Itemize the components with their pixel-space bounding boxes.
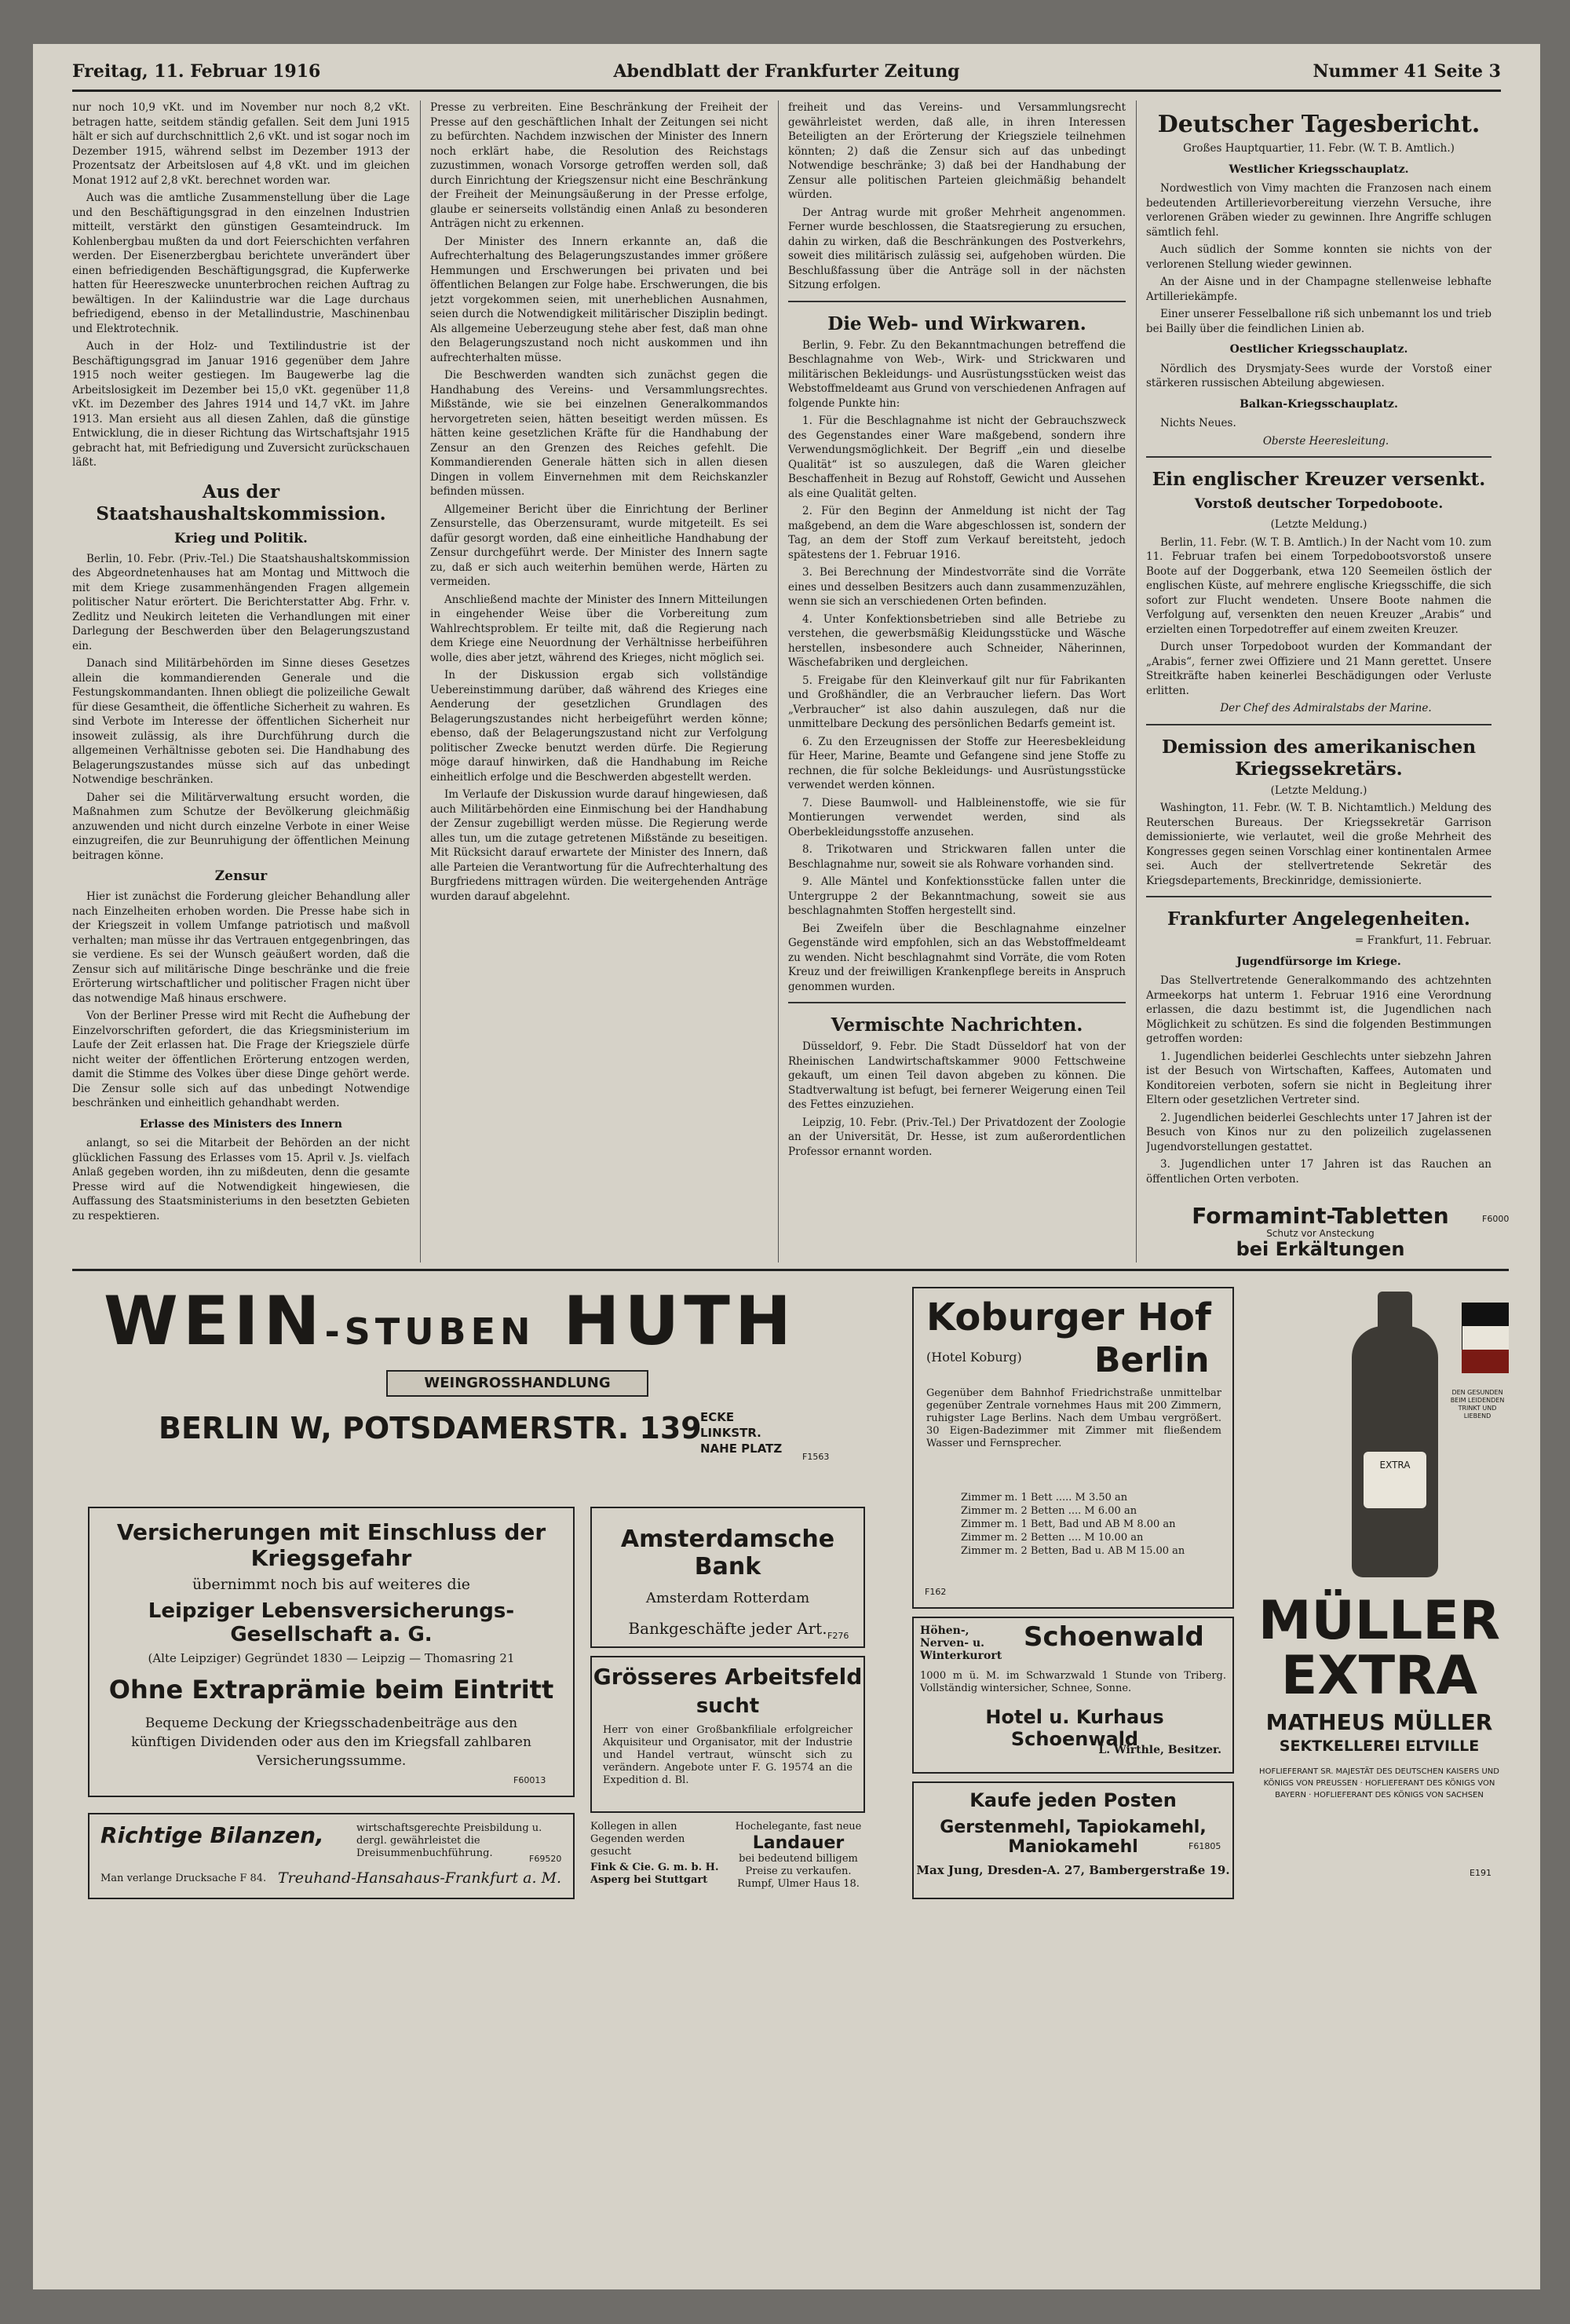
subheading-west: Westlicher Kriegsschauplatz.	[1229, 163, 1409, 176]
dateline: Großes Hauptquartier, 11. Febr. (W. T. B. Amtlich.)	[1183, 142, 1455, 155]
paragraph: 5. Freigabe für den Kleinverkauf gilt nur für Fabrikanten und Großhändler, die an Verbraucher liefern. Das Wort „Verbraucher“ ist also dahin auszulegen, daß nur die unmittelbare Deckung des persönlichen Bedarfs gemeint ist.	[788, 674, 1126, 730]
ad-huth-wein: WEIN	[104, 1282, 325, 1361]
column-4	[1146, 100, 1492, 1200]
divider	[788, 1002, 1126, 1003]
paragraph: freiheit und das Vereins- und Versammlungsrecht gewährleistet werden, daß alle, in ihren Interessen Beteiligten an der Erörterung der Kriegsziele teilnehmen könnten; 2) daß die Zensur sich auf das unbedingt Notwendige beschränke; 3) daß bei der Handhabung der Zensur alle politischen Parteien gleichmäßig behandelt würden.	[788, 101, 1126, 201]
dateline: = Frankfurt, 11. Februar.	[1355, 934, 1492, 947]
ad-subtitle: Schutz vor Ansteckung	[1266, 1228, 1375, 1239]
ad-mueller-brand2: EXTRA	[1280, 1645, 1478, 1707]
ad-amsterdam-cities: Amsterdam Rotterdam	[645, 1590, 810, 1606]
ad-mueller-extra	[1250, 1287, 1509, 1899]
paragraph: 6. Zu den Erzeugnissen der Stoffe zur Heeresbekleidung für Heer, Marine, Beamte und Gefangene sind jene Stoffe zu rechnen, die für solche Bekleidungs- und Ausrüstungsstücke verwendet werden können.	[788, 735, 1126, 791]
ad-mueller-suppliers: HOFLIEFERANT SR. MAJESTÄT DES DEUTSCHEN KAISERS UND KÖNIGS VON PREUSSEN · HOFLIEFERANT DES KÖNIGS VON BAYERN · HOFLIEFERANT DES KÖNIGS VON SACHSEN	[1259, 1767, 1499, 1800]
paragraph: 2. Für den Beginn der Anmeldung ist nicht der Tag maßgebend, an dem die Ware abgeschlossen ist, sondern der Tag, an dem der Stoff zum Verkauf bereitsteht, jedoch spätestens der 1. Februar 1916.	[788, 505, 1126, 561]
ad-schoenwald	[912, 1617, 1234, 1774]
paragraph: Danach sind Militärbehörden im Sinne dieses Gesetzes allein die kommandierenden Generale und die Festungskommandanten. Ihnen obliegt die polizeiliche Gewalt für diese Gesamtheit, die öffentliche Sicherheit zu wahren. Es sind Verbote im Interesse der öffentlichen Sicherheit nur insoweit zulässig, als ihre Durchführung durch die allgemeinen Verhältnisse geboten sei. Die Handhabung des Belagerungszustandes müsse sich auf das unbedingt Notwendige beschränken.	[72, 657, 410, 786]
flag-icon	[1462, 1303, 1509, 1373]
ad-mueller-maker: MATHEUS MÜLLER	[1265, 1709, 1493, 1735]
paragraph: Der Antrag wurde mit großer Mehrheit angenommen. Ferner wurde beschlossen, die Staatsregierung zu ersuchen, dahin zu wirken, daß die Beschränkungen des Postverkehrs, soweit dies militärisch zulässig sei, aufgehoben würden. Die Beschlußfassung über die Anträge soll in der nächsten Sitzung erfolgen.	[788, 206, 1126, 291]
ad-insurance-title: Versicherungen mit Einschluss der Kriegsgefahr	[116, 1519, 546, 1571]
article-title-tagesbericht: Deutscher Tagesbericht.	[1157, 111, 1481, 138]
ad-fink-company: Fink & Cie. G. m. b. H. Asperg bei Stuttgart	[590, 1862, 719, 1886]
ad-koburger-hof	[912, 1287, 1234, 1609]
paragraph: 8. Trikotwaren und Strickwaren fallen unter die Beschlagnahme nur, soweit sie als Rohware vorhanden sind.	[788, 843, 1126, 871]
paragraph: 9. Alle Mäntel und Konfektionsstücke fallen unter die Untergruppe 2 der Bekanntmachung, soweit sie aus beschlagnahmten Stoffen hergestellt sind.	[788, 875, 1126, 917]
paragraph: Berlin, 9. Febr. Zu den Bekanntmachungen betreffend die Beschlagnahme von Web-, Wirk- und Strickwaren und militärischen Bekleidungs- und Ausrüstungsstücken weist das Webstoffmeldeamt aus Grund von verschiedenen Anfragen auf folgende Punkte hin:	[788, 338, 1126, 410]
subheading-jugend: Jugendfürsorge im Kriege.	[1236, 955, 1401, 968]
paragraph: Von der Berliner Presse wird mit Recht die Aufhebung der Einzelvorschriften gefordert, die das Kriegsministerium im Laufe der Zeit erlassen hat. Die Frage der Kriegsziele dürfe nicht weiter der öffentlichen Erörterung entzogen werden, damit die Stimme des Volkes über diese Dinge gehört werde. Die Zensur solle sich auf das unbedingt Notwendige beschränken und einheitlich gehandhabt werden.	[72, 1010, 410, 1109]
price-row: Zimmer m. 2 Betten .... M 10.00 an	[961, 1532, 1144, 1544]
ad-arbeitsfeld-text: Herr von einer Großbankfiliale erfolgreicher Akquisiteur und Organisator, mit der Industrie und Handel vertraut, wünscht sich zu verändern. Angebote unter F. G. 19574 an die Expedition d. Bl.	[603, 1724, 853, 1786]
ad-mueller-top: DEN GESUNDEN BEIM LEIDENDEN TRINKT UND LIEBEND	[1450, 1389, 1505, 1420]
ad-koburger-city: Berlin	[1094, 1340, 1210, 1380]
article-title-webwaren: Die Web- und Wirkwaren.	[827, 312, 1086, 334]
paragraph: Daher sei die Militärverwaltung ersucht worden, die Maßnahmen zum Schutze der Bevölkerung gleichmäßig anzuwenden und nicht durch einzelne Verbote in einer Weise einzugreifen, die zur Beunruhigung der öffentlichen Meinung beitragen könne.	[72, 791, 410, 862]
ad-amsterdam-bank	[590, 1507, 865, 1648]
header-date: Freitag, 11. Februar 1916	[72, 61, 321, 82]
ad-bilanzen	[88, 1813, 575, 1899]
paragraph: Hier ist zunächst die Forderung gleicher Behandlung aller nach Einzelheiten erhoben worden. Die Presse habe sich in der Kriegszeit in vollem Umfange patriotisch und maßvoll verhalten; man müsse ihr das Vertrauen entgegenbringen, das sie verdiene. Es sei der Wunsch geäußert worden, daß die Zensur sich auf militärische Dinge beschränke und die freie Erörterung wirtschaftlicher und politischer Fragen nicht über das notwendige Maß hinaus erschwere.	[72, 890, 410, 1005]
paragraph: Durch unser Torpedoboot wurden der Kommandant der „Arabis“, ferner zwei Offiziere und 21 Mann gerettet. Unsere Streitkräfte haben keinerlei Beschädigungen oder Verluste erlitten.	[1146, 641, 1492, 697]
ad-fink	[590, 1821, 724, 1899]
ad-landauer-title: Landauer	[752, 1833, 845, 1853]
article-subtitle-kreuzer: Vorstoß deutscher Torpedoboote.	[1194, 496, 1444, 512]
divider	[788, 301, 1126, 302]
ad-posten-address: Max Jung, Dresden-A. 27, Bambergerstraße 19.	[916, 1863, 1230, 1877]
ad-huth-name: HUTH	[563, 1282, 796, 1361]
note: (Letzte Meldung.)	[1270, 518, 1367, 531]
ad-amsterdam-slogan: Bankgeschäfte jeder Art.	[628, 1619, 827, 1638]
paragraph: Allgemeiner Bericht über die Einrichtung der Berliner Zensurstelle, das Oberzensuramt, wurde mitgeteilt. Es sei dafür gesorgt worden, daß eine einheitliche Handhabung der Zensur durchgeführt werde. Der Minister des Innern sagte zu, daß er sich auch weiterhin bemühen werde, Härten zu vermeiden.	[430, 502, 768, 588]
ad-schoenwald-text: 1000 m ü. M. im Schwarzwald 1 Stunde von Triberg. Vollständig wintersicher, Schnee, Sonne.	[920, 1670, 1226, 1694]
divider	[1146, 724, 1492, 725]
ad-mueller-place: SEKTKELLEREI ELTVILLE	[1279, 1738, 1480, 1755]
paragraph: Berlin, 10. Febr. (Priv.-Tel.) Die Staatshaushaltskommission des Abgeordnetenhauses hat am Montag und Mittwoch die mit dem Kriege zusammenhängenden Fragen allgemein politischer Natur erörtert. Die Berichterstatter Abg. Frhr. v. Zedlitz und Neukirch leiteten die Verhandlungen mit einer Darlegung der Beschwerden über den Belagerungszustand ein.	[72, 552, 410, 652]
ad-bilanzen-company: Treuhand-Hansahaus-Frankfurt a. M.	[278, 1869, 562, 1887]
ad-code: F6000	[1482, 1214, 1510, 1224]
ad-koburger-prices	[961, 1491, 1220, 1558]
ad-schoenwald-left: Höhen-, Nerven- u. Winterkurort	[920, 1624, 1002, 1662]
ad-bilanzen-title: Richtige Bilanzen,	[100, 1822, 324, 1848]
column-3	[788, 100, 1126, 1262]
paragraph: An der Aisne und in der Champagne stellenweise lebhafte Artilleriekämpfe.	[1146, 276, 1492, 303]
ad-insurance	[88, 1507, 575, 1797]
paragraph: Presse zu verbreiten. Eine Beschränkung der Freiheit der Presse auf den geschäftlichen Inhalt der Zeitungen sei nicht zu befürchten. Nachdem inzwischen der Minister des Innern noch erklärt habe, die Resolution des Reichstags zuzustimmen, wonach Vorsorge getroffen werden soll, daß durch Einrichtung der Kriegszensur nicht eine Beschränkung der Freiheit der Meinungsäußerung in der Presse erfolge, glaube er seinerseits vollständig einen Anlaß zu besonderen Anträgen nicht zu erkennen.	[430, 101, 768, 230]
ad-code: F276	[827, 1631, 849, 1641]
paragraph: 1. Jugendlichen beiderlei Geschlechts unter siebzehn Jahren ist der Besuch von Wirtschaften, Kaffees, Automaten und Konditoreien verboten, sofern sie nicht in Begleitung ihrer Eltern oder gesetzlichen Vertreter sind.	[1146, 1050, 1492, 1106]
ad-insurance-company: Leipziger Lebensversicherungs-Gesellschaft a. G.	[148, 1599, 515, 1646]
subheading-balkan: Balkan-Kriegsschauplatz.	[1240, 397, 1398, 411]
paragraph: Das Stellvertretende Generalkommando des achtzehnten Armeekorps hat unterm 1. Februar 1916 eine Verordnung erlassen, die dazu bestimmt ist, die Jugendlichen nach Möglichkeit zu schützen. Es sind die folgenden Bestimmungen getroffen worden:	[1146, 974, 1492, 1045]
paragraph: Auch was die amtliche Zusammenstellung über die Lage und den Beschäftigungsgrad in den einzelnen Industrien mitteilt, verstärkt den günstigen Gesamteindruck. Im Kohlenbergbau mußten da und dort Feierschichten verfahren werden. Der Eisenerzbergbau berichtete unverändert über einen befriedigenden Beschäftigungsgrad, die Kupferwerke hatten für Heereszwecke ununterbrochen reichen Auftrag zu bewältigen. In der Kaliindustrie war die Lage durchaus befriedigend, ebenso in der Metallindustrie, Maschinenbau und Elektrotechnik.	[72, 192, 410, 335]
subheading-east: Oestlicher Kriegsschauplatz.	[1229, 343, 1408, 356]
price-row: Zimmer m. 1 Bett ..... M 3.50 an	[961, 1492, 1128, 1504]
paragraph: Leipzig, 10. Febr. (Priv.-Tel.) Der Privatdozent der Zoologie an der Universität, Dr. Hesse, ist zum außerordentlichen Professor ernannt worden.	[788, 1116, 1126, 1158]
article-title-demission: Demission des amerikanischen Kriegssekretärs.	[1161, 736, 1477, 780]
ad-posten	[912, 1781, 1234, 1899]
ad-arbeitsfeld	[590, 1656, 865, 1813]
divider	[1146, 456, 1492, 458]
paragraph: Washington, 11. Febr. (W. T. B. Nichtamtlich.) Meldung des Reuterschen Bureaus. Der Kriegssekretär Garrison demissionierte, wie verlautet, weil die große Mehrheit des Kongresses gegen seinen Vorschlag einer kontinentalen Armee sei. Auch der stellvertretende Sekretär des Kriegsdepartements, Breckinridge, demissionierte.	[1146, 802, 1492, 887]
paragraph: 7. Diese Baumwoll- und Halbleinenstoffe, wie sie für Montierungen verwendet werden, sind als Oberbekleidungsstoffe anzusehen.	[788, 796, 1126, 839]
paragraph: Nichts Neues.	[1160, 417, 1236, 429]
ad-code: F60013	[513, 1775, 546, 1785]
paragraph: Auch südlich der Somme konnten sie nichts von der verlorenen Stellung wieder gewinnen.	[1146, 243, 1492, 271]
ad-schoenwald-hotel: Hotel u. Kurhaus Schoenwald	[985, 1706, 1164, 1750]
paragraph: Anschließend machte der Minister des Innern Mitteilungen in eingehender Weise über die Vorbereitung zum Wahlrechtsproblem. Er teilte mit, daß die Regierung nach dem Kriege eine Neuordnung der Verhältnisse herbeiführen wolle, dies aber jetzt, während des Krieges, nicht möglich sei.	[430, 593, 768, 664]
ad-bilanzen-text: wirtschaftsgerechte Preisbildung u. dergl. gewährleistet die Dreisummenbuchführung.	[356, 1822, 542, 1859]
ad-code: F1563	[802, 1452, 830, 1462]
signature: Der Chef des Admiralstabs der Marine.	[1220, 702, 1432, 714]
column-rule	[420, 100, 421, 1262]
paragraph: Nordwestlich von Vimy machten die Franzosen nach einem bedeutenden Artillerievorbereitung vierzehn Versuche, ihre verlorenen Gräben wieder zu gewinnen. Ihre Angriffe schlugen sämtlich fehl.	[1146, 182, 1492, 239]
paragraph: Die Beschwerden wandten sich zunächst gegen die Handhabung des Vereins- und Versammlungsrechtes. Mißstände, wie sie bei einzelnen Generalkommandos hervorgetreten seien, hätten beseitigt werden müssen. Es hätten keine gesetzlichen Kräfte für die Handhabung der Zensur an den Grenzen des Reiches gefehlt. Die Kommandierenden Generale hätten sich in allen diesen Dingen in vollem Einvernehmen mit dem Reichskanzler befinden müssen.	[430, 369, 768, 498]
paragraph: Im Verlaufe der Diskussion wurde darauf hingewiesen, daß auch Militärbehörden eine Einmischung bei der Handhabung der Zensur zugebilligt werden müsse. Die Regierung werde alles tun, um die zutage getretenen Mißstände zu beseitigen. Mit Rücksicht darauf erwartete der Minister des Innern, daß alle Parteien die Verantwortung für die Aufrechterhaltung des Burgfriedens mittragen würden. Die weitergehenden Anträge wurden darauf abgelehnt.	[430, 788, 768, 903]
column-rule	[778, 100, 779, 1262]
ad-arbeitsfeld-sub: sucht	[696, 1694, 760, 1718]
ad-posten-goods: Gerstenmehl, Tapiokamehl, Maniokamehl	[940, 1818, 1207, 1857]
advertisement-section	[72, 1269, 1509, 2276]
paragraph: Der Minister des Innern erkannte an, daß die Aufrechterhaltung des Belagerungszustandes immer größere Hemmungen und Erschwerungen bei privaten und bei öffentlichen Belangen zur Folge habe. Erschwerungen, die bis jetzt vorgekommen seien, mit unerheblichen Ausnahmen, seien durch die Notwendigkeit militärischer Disziplin bedingt. Als allgemeine Ueberzeugung stehe aber fest, daß man ohne den Belagerungszustand noch nicht auskommen und ihn aufrechterhalten müsse.	[430, 235, 768, 364]
ad-landauer	[732, 1821, 865, 1899]
ad-insurance-body: Bequeme Deckung der Kriegsschadenbeiträge aus den künftigen Dividenden oder aus den im Kriegsfall zahlbaren Versicherungssumme.	[131, 1716, 531, 1769]
paragraph: 2. Jugendlichen beiderlei Geschlechts unter 17 Jahren ist der Besuch von Kinos nur zu den polizeilich zugelassenen Jugendvorstellungen gestattet.	[1146, 1111, 1492, 1153]
ad-code: F61805	[1188, 1841, 1221, 1851]
paragraph: 3. Jugendlichen unter 17 Jahren ist das Rauchen an öffentlichen Orten verboten.	[1146, 1158, 1492, 1186]
price-row: Zimmer m. 1 Bett, Bad und AB M 8.00 an	[961, 1518, 1176, 1530]
paragraph: Einer unserer Fesselballone riß sich unbemannt los und trieb bei Bailly über die feindlichen Linien ab.	[1146, 308, 1492, 335]
ad-huth-badge: WEINGROSSHANDLUNG	[386, 1370, 648, 1397]
section-subtitle: Krieg und Politik.	[174, 530, 308, 546]
subheading-zensur: Zensur	[214, 868, 268, 884]
article-title-frankfurt: Frankfurter Angelegenheiten.	[1167, 908, 1470, 930]
paragraph: anlangt, so sei die Mitarbeit der Behörden an der nicht glücklichen Fassung des Erlasses vom 15. April v. Js. vielfach Anlaß gegeben worden, ihn zu mißdeuten, denn die gesamte Presse wird auf die Notwendigkeit hingewiesen, die Auffassung des Staatsministeriums in den besetzten Gebieten zu respektieren.	[72, 1137, 410, 1222]
header-masthead: Abendblatt der Frankfurter Zeitung	[613, 61, 960, 82]
paragraph: 4. Unter Konfektionsbetrieben sind alle Betriebe zu verstehen, die gewerbsmäßig Kleidungsstücke und Wäsche herstellen, insbesondere auch Schneider, Näherinnen, Wäschefabriken und dergleichen.	[788, 612, 1126, 669]
paragraph: nur noch 10,9 vKt. und im November nur noch 8,2 vKt. betragen hatte, seitdem ständig gefallen. Seit dem Juni 1915 hält er sich auf durchschnittlich 2,6 vKt. und ist sogar noch im Dezember 1915, während selbst im Dezember 1913 der Prozentsatz der Arbeitslosen auf 4,8 vKt. und im gleichen Monat 1912 auf 2,8 vKt. berechnet worden war.	[72, 101, 410, 187]
section-title: Aus der Staatshaushaltskommission.	[96, 481, 386, 524]
ad-fink-text: Kollegen in allen Gegenden werden gesucht	[590, 1821, 685, 1858]
paragraph: Berlin, 11. Febr. (W. T. B. Amtlich.) In der Nacht vom 10. zum 11. Februar trafen bei einem Torpedobootsvorstoß unsere Boote auf der Doggerbank, etwa 120 Seemeilen östlich der englischen Küste, auf mehrere englische Kriegsschiffe, die sich sofort zur Flucht wendeten. Unsere Boote nahmen die Verfolgung auf, versenkten den neuen Kreuzer „Arabis“ und erzielten einen Torpedotreffer auf einem zweiten Kreuzer.	[1146, 535, 1492, 636]
ad-huth-stuben: -STUBEN	[324, 1310, 535, 1353]
paragraph: 1. Für die Beschlagnahme ist nicht der Gebrauchszweck des Gegenstandes einer Ware maßgebend, sondern ihre Verwendungsmöglichkeit. Der Begriff „ein und dieselbe Qualität“ ist so auszulegen, daß die Waren gleicher Beschaffenheit in Bezug auf Rohstoff, Gewicht und Aussehen als eine Qualität gelten.	[788, 415, 1126, 500]
page-header	[72, 58, 1501, 92]
ad-huth	[72, 1279, 865, 1507]
bottle-label: EXTRA	[1364, 1452, 1426, 1508]
ad-mueller-brand1: MÜLLER	[1258, 1590, 1501, 1652]
ad-code: F162	[925, 1587, 947, 1597]
ad-huth-corner: ECKE LINKSTR. NAHE PLATZ	[700, 1410, 783, 1456]
price-row: Zimmer m. 2 Betten, Bad u. AB M 15.00 an	[961, 1545, 1185, 1557]
ad-code: E191	[1470, 1868, 1492, 1878]
ad-koburger-sub: (Hotel Koburg)	[926, 1350, 1022, 1365]
ad-bilanzen-note: Man verlange Drucksache F 84.	[100, 1873, 267, 1884]
paragraph: Auch in der Holz- und Textilindustrie ist der Beschäftigungsgrad im Januar 1916 gegenüber dem Jahre 1915 noch weiter gestiegen. Im Baugewerbe lag die Arbeitslosigkeit im Dezember bei 15,0 vKt. gegenüber 11,8 vKt. im Dezember des Jahres 1914 und 14,7 vKt. im Jahre 1913. Man ersieht aus all diesen Zahlen, daß die günstige Entwicklung, die in dieser Richtung das Wirtschaftsjahr 1915 gebracht hat, mit Befriedigung und Zuversicht zurückschauen läßt.	[72, 340, 410, 469]
article-title-kreuzer: Ein englischer Kreuzer versenkt.	[1152, 469, 1486, 490]
ad-formamint	[1163, 1204, 1477, 1261]
paragraph: Düsseldorf, 9. Febr. Die Stadt Düsseldorf hat von der Rheinischen Landwirtschaftskammer 9000 Fettschweine gekauft, um einen Teil davon abgeben zu können. Die Stadtverwaltung ist befugt, bei fernerer Weigerung einen Teil des Fettes einzuziehen.	[788, 1040, 1126, 1111]
ad-tagline: bei Erkältungen	[1236, 1238, 1405, 1260]
article-title-vermischte: Vermischte Nachrichten.	[831, 1014, 1083, 1036]
ad-amsterdam-title: Amsterdamsche Bank	[620, 1526, 835, 1580]
header-page-number: Nummer 41 Seite 3	[1313, 61, 1501, 82]
subheading-erlasse: Erlasse des Ministers des Innern	[140, 1117, 342, 1131]
ad-insurance-line: übernimmt noch bis auf weiteres die	[192, 1576, 471, 1593]
ad-koburger-text: Gegenüber dem Bahnhof Friedrichstraße unmittelbar gegenüber Zentrale vornehmes Haus mit 200 Zimmern, ruhigster Lage Berlins. Nach dem Umbau vergrößert. 30 Eigen-Badezimmer mit Zimmer mit fließendem Wasser und Fernsprecher.	[926, 1387, 1221, 1449]
paragraph: Nördlich des Drysmjaty-Sees wurde der Vorstoß einer stärkeren russischen Abteilung abgewiesen.	[1146, 362, 1492, 389]
paragraph: 3. Bei Berechnung der Mindestvorräte sind die Vorräte eines und desselben Besitzers auch dann zusammenzuzählen, wenn sie sich an verschiedenen Orten befinden.	[788, 566, 1126, 608]
ad-koburger-title: Koburger Hof	[926, 1295, 1211, 1339]
ad-title: Formamint-Tabletten	[1192, 1204, 1449, 1229]
ad-insurance-founded: (Alte Leipziger) Gegründet 1830 — Leipzig — Thomasring 21	[148, 1651, 515, 1665]
ad-schoenwald-owner: L. Wirthle, Besitzer.	[1098, 1744, 1221, 1756]
column-rule	[1136, 100, 1137, 1262]
ad-code: F69520	[529, 1854, 562, 1864]
divider	[1146, 896, 1492, 897]
column-2	[430, 100, 768, 1262]
ad-posten-title: Kaufe jeden Posten	[969, 1789, 1177, 1811]
ad-arbeitsfeld-title: Grösseres Arbeitsfeld	[593, 1664, 863, 1690]
ad-insurance-highlight: Ohne Extraprämie beim Eintritt	[108, 1675, 554, 1705]
paragraph: Bei Zweifeln über die Beschlagnahme einzelner Gegenstände wird empfohlen, sich an das Webstoffmeldeamt zu wenden. Nicht beschlagnahmt sind Vorräte, die vom Roten Kreuz und der freiwilligen Krankenpflege bereits in Anspruch genommen wurden.	[788, 922, 1126, 993]
paragraph: In der Diskussion ergab sich vollständige Uebereinstimmung darüber, daß während des Krieges eine Aenderung der gesetzlichen Grundlagen des Belagerungszustandes nicht herbeigeführt werden könne; ebenso, daß der Belagerungszustand nicht zur Verfolgung politischer Zwecke benutzt werden dürfe. Die Regierung möge darauf hinwirken, daß die Handhabung im Reiche einheitlich erfolge und die Beschwerden abgestellt werden.	[430, 669, 768, 784]
ad-landauer-text: bei bedeutend billigem Preise zu verkaufen. Rumpf, Ulmer Haus 18.	[737, 1853, 860, 1890]
ad-schoenwald-title: Schoenwald	[1024, 1621, 1204, 1653]
signature: Oberste Heeresleitung.	[1262, 434, 1389, 448]
newspaper-page	[33, 44, 1540, 2289]
column-1	[72, 100, 410, 1262]
ad-landauer-top: Hochelegante, fast neue	[735, 1821, 862, 1833]
ad-huth-address: BERLIN W, POTSDAMERSTR. 139	[159, 1411, 702, 1445]
price-row: Zimmer m. 2 Betten .... M 6.00 an	[961, 1505, 1137, 1517]
note: (Letzte Meldung.)	[1270, 784, 1367, 797]
